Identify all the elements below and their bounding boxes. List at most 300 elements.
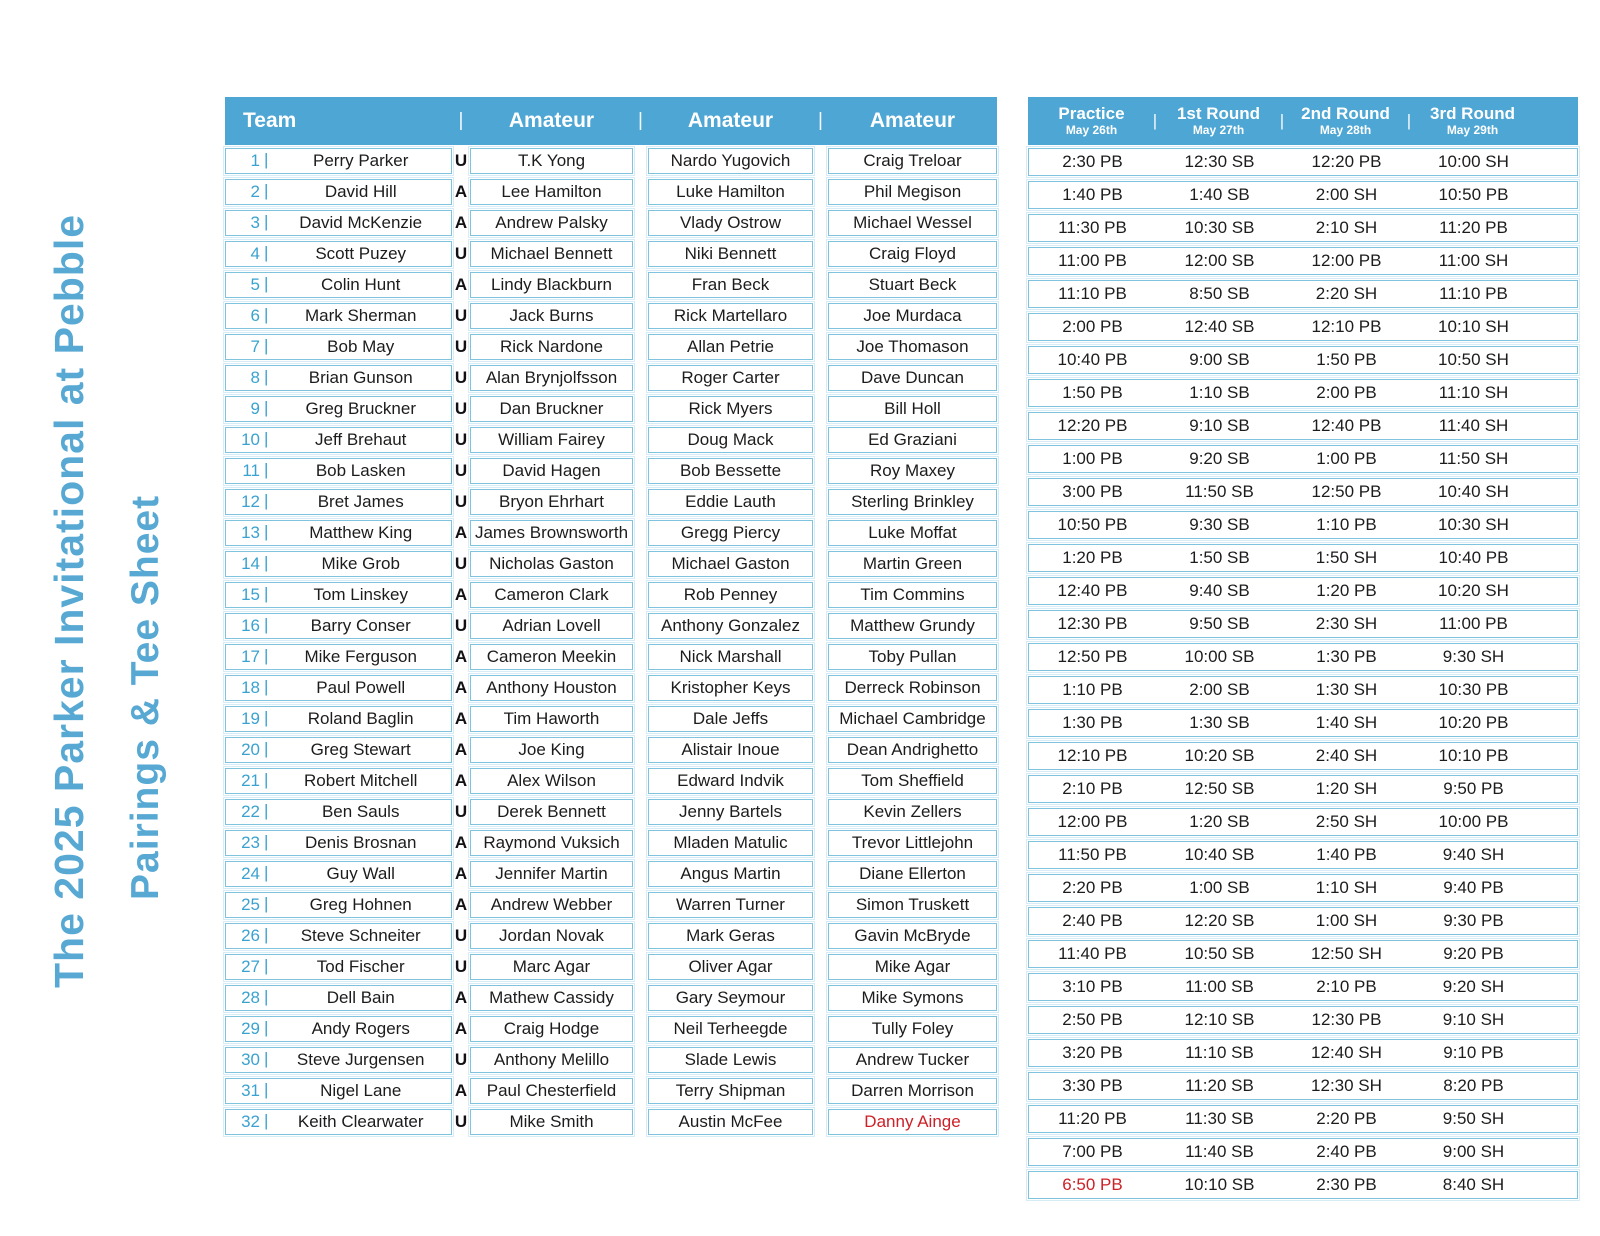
amateur-box [828,799,997,825]
amateur-name: Rick Nardone [500,337,603,356]
team-captain-name: Andy Rogers [311,1019,410,1038]
team-captain-name: Matthew King [309,523,413,542]
team-captain-name: Steve Jurgensen [296,1050,425,1069]
team-status-letter: A [454,678,468,697]
tee-time: 10:00 PB [1438,812,1509,831]
tee-time: 11:50 SB [1185,482,1254,501]
amateur-box [470,241,633,267]
tee-time: 12:40 SB [1184,317,1255,336]
team-box [225,985,452,1011]
team-number-divider: | [264,398,269,417]
team-number-divider: | [264,739,269,758]
tee-time: 11:10 SH [1438,383,1509,402]
amateur-name: Austin McFee [678,1112,783,1131]
round-date: May 26th [1065,122,1118,137]
amateur-name: Darren Morrison [851,1081,974,1100]
amateur-box [648,520,813,546]
team-status-letter: A [454,585,468,604]
tee-time: 10:00 SH [1438,152,1509,171]
tee-times-row [1028,940,1578,968]
amateur-name: Mathew Cassidy [489,988,614,1007]
header-separator: | [1406,111,1412,130]
team-status-letter: A [454,740,468,759]
team-number: 28 [241,988,260,1007]
amateur-name: Jenny Bartels [679,802,782,821]
round-date: May 28th [1319,122,1372,137]
amateur-name: Gregg Piercy [680,523,781,542]
tee-time: 10:50 PB [1057,515,1128,534]
team-status-letter: U [454,1050,468,1069]
team-status-letter: U [454,151,468,170]
amateur-box [470,954,633,980]
amateur-name: Stuart Beck [868,275,957,294]
amateur-name: Ed Graziani [868,430,957,449]
tee-time: 1:40 PB [1062,185,1123,204]
tee-time: 7:00 PB [1062,1142,1123,1161]
amateur-name: Eddie Lauth [685,492,776,511]
team-number: 3 [250,213,260,232]
tee-time: 3:20 PB [1062,1043,1123,1062]
amateur-box [828,1016,997,1042]
tee-times-row [1028,412,1578,440]
tee-time: 1:10 SH [1315,878,1378,897]
tee-time: 9:50 SH [1442,1109,1505,1128]
tee-times-row [1028,379,1578,407]
team-captain-name: Mike Ferguson [304,647,417,666]
team-number-divider: | [264,677,269,696]
team-number: 29 [241,1019,260,1038]
header-separator: | [1152,111,1158,130]
amateur-box [828,1078,997,1104]
tee-time: 12:20 PB [1311,152,1382,171]
amateur-box [828,148,997,174]
tee-time: 2:30 PB [1062,152,1123,171]
tee-times-row [1028,1138,1578,1166]
team-row [225,613,997,639]
tee-times-row [1028,544,1578,572]
team-box [225,241,452,267]
amateur-box [828,179,997,205]
team-number: 22 [241,802,260,821]
amateur-name: Doug Mack [687,430,774,449]
tee-time: 1:40 SB [1189,185,1250,204]
tee-times-row [1028,247,1578,275]
team-box [225,551,452,577]
tee-times-header [1028,97,1578,145]
team-captain-name: Steve Schneiter [300,926,421,945]
team-number: 10 [241,430,260,449]
amateur-name: Nicholas Gaston [489,554,614,573]
tee-time: 9:00 SH [1442,1142,1505,1161]
tee-time: 2:20 PB [1316,1109,1377,1128]
tee-times-row [1028,610,1578,638]
team-number: 24 [241,864,260,883]
team-captain-name: Scott Puzey [315,244,407,263]
team-box [225,768,452,794]
team-status-letter: U [454,306,468,325]
amateur-box [828,365,997,391]
tee-time: 1:00 PB [1062,449,1123,468]
amateur-box [828,334,997,360]
tee-times-row [1028,742,1578,770]
tee-time: 10:30 SB [1184,218,1255,237]
team-number: 26 [241,926,260,945]
tee-times-row [1028,808,1578,836]
team-number-divider: | [264,987,269,1006]
tee-time: 12:20 PB [1057,416,1128,435]
amateur-name: Paul Chesterfield [486,1081,617,1100]
tee-time: 8:20 PB [1443,1076,1504,1095]
team-box [225,210,452,236]
team-row [225,210,997,236]
team-row [225,272,997,298]
amateur-name: Anthony Gonzalez [661,616,800,635]
team-status-letter: U [454,1112,468,1131]
tee-time: 8:40 SH [1442,1175,1505,1194]
team-number-divider: | [264,429,269,448]
team-box [225,582,452,608]
tee-time: 6:50 PB [1062,1175,1123,1194]
tee-times-row [1028,445,1578,473]
team-table [225,97,997,1140]
team-number-divider: | [264,894,269,913]
team-box [225,1047,452,1073]
tee-time: 1:00 PB [1316,449,1377,468]
team-box [225,830,452,856]
amateur-name: Craig Treloar [863,151,962,170]
team-number: 19 [241,709,260,728]
team-status-letter: U [454,802,468,821]
team-number: 7 [250,337,260,356]
team-row [225,830,997,856]
amateur-name: Slade Lewis [684,1050,777,1069]
tee-time: 2:00 PB [1316,383,1377,402]
tee-time: 1:10 PB [1316,515,1377,534]
team-number: 16 [241,616,260,635]
tee-time: 1:20 PB [1316,581,1377,600]
amateur-box [648,210,813,236]
team-captain-name: Brian Gunson [308,368,413,387]
team-box [225,303,452,329]
round-date: May 27th [1192,122,1245,137]
team-box [225,489,452,515]
team-number: 27 [241,957,260,976]
tee-times-row [1028,709,1578,737]
team-captain-name: Bret James [317,492,404,511]
tee-time: 9:50 PB [1443,779,1504,798]
tee-time: 12:30 PB [1057,614,1128,633]
amateur-box [648,551,813,577]
amateur-name: Nardo Yugovich [670,151,791,170]
team-row [225,923,997,949]
team-status-letter: A [454,275,468,294]
amateur-box [470,830,633,856]
amateur-box [470,334,633,360]
amateur-box [648,582,813,608]
tee-time: 9:20 SB [1189,449,1250,468]
amateur-name: Cameron Clark [494,585,609,604]
team-number-divider: | [264,274,269,293]
tee-time: 2:20 PB [1062,878,1123,897]
amateur-box [648,799,813,825]
team-row [225,241,997,267]
amateur-box [828,520,997,546]
amateur-name: Bill Holl [884,399,941,418]
amateur-box [648,892,813,918]
amateur-name: Niki Bennett [684,244,777,263]
amateur-name: Nick Marshall [679,647,782,666]
team-status-letter: U [454,492,468,511]
amateur-name: Vlady Ostrow [679,213,782,232]
team-number-divider: | [264,181,269,200]
tee-time: 10:00 SB [1184,647,1255,666]
team-number: 6 [250,306,260,325]
team-row [225,179,997,205]
amateur-box [648,148,813,174]
team-number-divider: | [264,305,269,324]
team-number-divider: | [264,646,269,665]
team-status-letter: A [454,182,468,201]
round-label: 3rd Round [1430,104,1515,124]
tee-time: 2:40 SH [1315,746,1378,765]
tee-time: 1:20 SB [1189,812,1250,831]
tee-time: 11:00 SB [1185,977,1254,996]
amateur-name: Edward Indvik [677,771,784,790]
team-status-letter: U [454,368,468,387]
tee-time: 11:10 PB [1058,284,1127,303]
amateur-box [828,210,997,236]
vertical-title-sub: Pairings & Tee Sheet [124,494,167,900]
team-status-letter: A [454,895,468,914]
amateur-name: Simon Truskett [855,895,970,914]
amateur-name: Mike Smith [509,1112,594,1131]
tee-time: 1:50 PB [1062,383,1123,402]
amateur-box [470,303,633,329]
amateur-name: Andrew Palsky [495,213,608,232]
team-captain-name: David McKenzie [299,213,423,232]
amateur-name: Andrew Webber [490,895,613,914]
amateur-name: Derek Bennett [497,802,606,821]
tee-time: 10:50 SB [1184,944,1255,963]
team-box [225,644,452,670]
team-box [225,365,452,391]
team-number-divider: | [264,367,269,386]
amateur-box [828,1047,997,1073]
tee-time: 11:10 SB [1185,1043,1254,1062]
amateur-box [470,365,633,391]
tee-time: 10:30 PB [1438,680,1509,699]
amateur-name: Rick Myers [688,399,773,418]
tee-time: 1:00 SH [1315,911,1378,930]
amateur-box [470,799,633,825]
team-status-letter: U [454,430,468,449]
amateur-name: Lindy Blackburn [491,275,612,294]
tee-time: 12:30 SH [1311,1076,1382,1095]
amateur-box [470,427,633,453]
tee-times-row [1028,1039,1578,1067]
amateur-box [828,768,997,794]
team-status-letter: A [454,988,468,1007]
tee-time: 11:50 PB [1058,845,1127,864]
amateur-name: Craig Floyd [869,244,956,263]
team-number-divider: | [264,243,269,262]
team-number: 31 [241,1081,260,1100]
tee-time: 9:10 PB [1443,1043,1504,1062]
amateur-box [648,427,813,453]
tee-time: 8:50 SB [1189,284,1250,303]
amateur-name: Phil Megison [863,182,962,201]
team-box [225,520,452,546]
tee-time: 2:40 PB [1316,1142,1377,1161]
tee-time: 2:00 PB [1062,317,1123,336]
tee-times-row [1028,907,1578,935]
tee-time: 10:10 PB [1438,746,1509,765]
team-number-divider: | [264,212,269,231]
amateur-box [648,303,813,329]
tee-time: 3:30 PB [1062,1076,1123,1095]
amateur-name: Luke Moffat [868,523,957,542]
amateur-box [648,644,813,670]
tee-times-row [1028,973,1578,1001]
amateur-box [648,272,813,298]
team-number: 2 [250,182,260,201]
amateur-box [648,768,813,794]
team-status-letter: A [454,833,468,852]
team-number-divider: | [264,1018,269,1037]
team-box [225,1078,452,1104]
team-box [225,706,452,732]
amateur-box [648,1109,813,1135]
team-box [225,675,452,701]
team-row [225,892,997,918]
amateur-name: Kevin Zellers [863,802,962,821]
team-box [225,737,452,763]
team-status-letter: A [454,523,468,542]
tee-times-row [1028,214,1578,242]
team-number: 12 [241,492,260,511]
amateur-box [828,923,997,949]
tee-time: 1:50 SB [1189,548,1250,567]
team-box [225,334,452,360]
tee-time: 2:10 PB [1062,779,1123,798]
amateur-name: Anthony Houston [486,678,617,697]
tee-time: 12:30 PB [1311,1010,1382,1029]
team-captain-name: Robert Mitchell [304,771,418,790]
header-separator: | [458,110,464,131]
team-box [225,954,452,980]
team-row [225,489,997,515]
tee-time: 1:50 SH [1315,548,1378,567]
tee-time: 11:00 SH [1438,251,1509,270]
team-number: 9 [250,399,260,418]
tee-time: 12:40 SH [1311,1043,1382,1062]
amateur-box [648,830,813,856]
tee-time: 12:00 PB [1311,251,1382,270]
amateur-box [470,1047,633,1073]
amateur-box [470,675,633,701]
amateur-box [828,985,997,1011]
amateur-name: Dale Jeffs [692,709,769,728]
tee-time: 10:20 PB [1438,713,1509,732]
team-captain-name: David Hill [324,182,397,201]
team-box [225,613,452,639]
tee-times-row [1028,874,1578,902]
amateur-box [828,489,997,515]
tee-time: 10:40 SH [1438,482,1509,501]
team-number: 20 [241,740,260,759]
amateur-name: Mike Agar [874,957,951,976]
amateur-name: Oliver Agar [688,957,773,976]
round-date: May 29th [1446,122,1499,137]
team-row [225,799,997,825]
team-row [225,985,997,1011]
team-captain-name: Denis Brosnan [304,833,417,852]
amateur-name: Andrew Tucker [855,1050,970,1069]
tee-times-table [1028,97,1578,1204]
round-label: 1st Round [1176,104,1261,124]
tee-time-rows [1028,148,1578,1199]
tee-time: 11:50 SH [1438,449,1509,468]
amateur-box [648,1016,813,1042]
tee-time: 12:30 SB [1184,152,1255,171]
tee-time: 10:40 SB [1184,845,1255,864]
team-captain-name: Tod Fischer [316,957,405,976]
amateur-name: Joe Thomason [856,337,969,356]
tee-time: 1:20 SH [1315,779,1378,798]
tee-time: 10:10 SB [1184,1175,1255,1194]
amateur-box [648,241,813,267]
amateur-name: Trevor Littlejohn [851,833,974,852]
team-box [225,861,452,887]
team-captain-name: Mike Grob [321,554,400,573]
tee-time: 10:40 PB [1057,350,1128,369]
team-number-divider: | [264,522,269,541]
tee-times-row [1028,841,1578,869]
amateur-box [470,1016,633,1042]
team-row [225,1016,997,1042]
tee-times-row [1028,775,1578,803]
amateur-box [470,551,633,577]
team-number: 18 [241,678,260,697]
team-number: 23 [241,833,260,852]
team-captain-name: Roland Baglin [307,709,414,728]
header-separator: | [1279,111,1285,130]
tee-time: 11:40 SH [1438,416,1509,435]
amateur-name: Danny Ainge [864,1112,961,1131]
team-number-divider: | [264,491,269,510]
tee-time: 9:00 SB [1189,350,1250,369]
tee-time: 10:40 PB [1438,548,1509,567]
header-separator: | [638,110,643,131]
team-status-letter: U [454,554,468,573]
tee-time: 12:10 PB [1311,317,1382,336]
amateur-name: Mike Symons [861,988,964,1007]
tee-times-row [1028,1072,1578,1100]
amateur-box [828,241,997,267]
amateur-name: Bryon Ehrhart [499,492,604,511]
tee-time: 1:50 PB [1316,350,1377,369]
tee-time: 10:30 SH [1438,515,1509,534]
amateur-box [470,179,633,205]
team-number-divider: | [264,708,269,727]
tee-time: 12:40 PB [1057,581,1128,600]
tee-time: 12:50 PB [1057,647,1128,666]
amateur-column-header: Amateur [869,109,956,132]
tee-time: 11:40 SB [1185,1142,1254,1161]
round-label: Practice [1058,104,1125,124]
header-separator: | [818,110,823,131]
amateur-name: Dan Bruckner [499,399,604,418]
